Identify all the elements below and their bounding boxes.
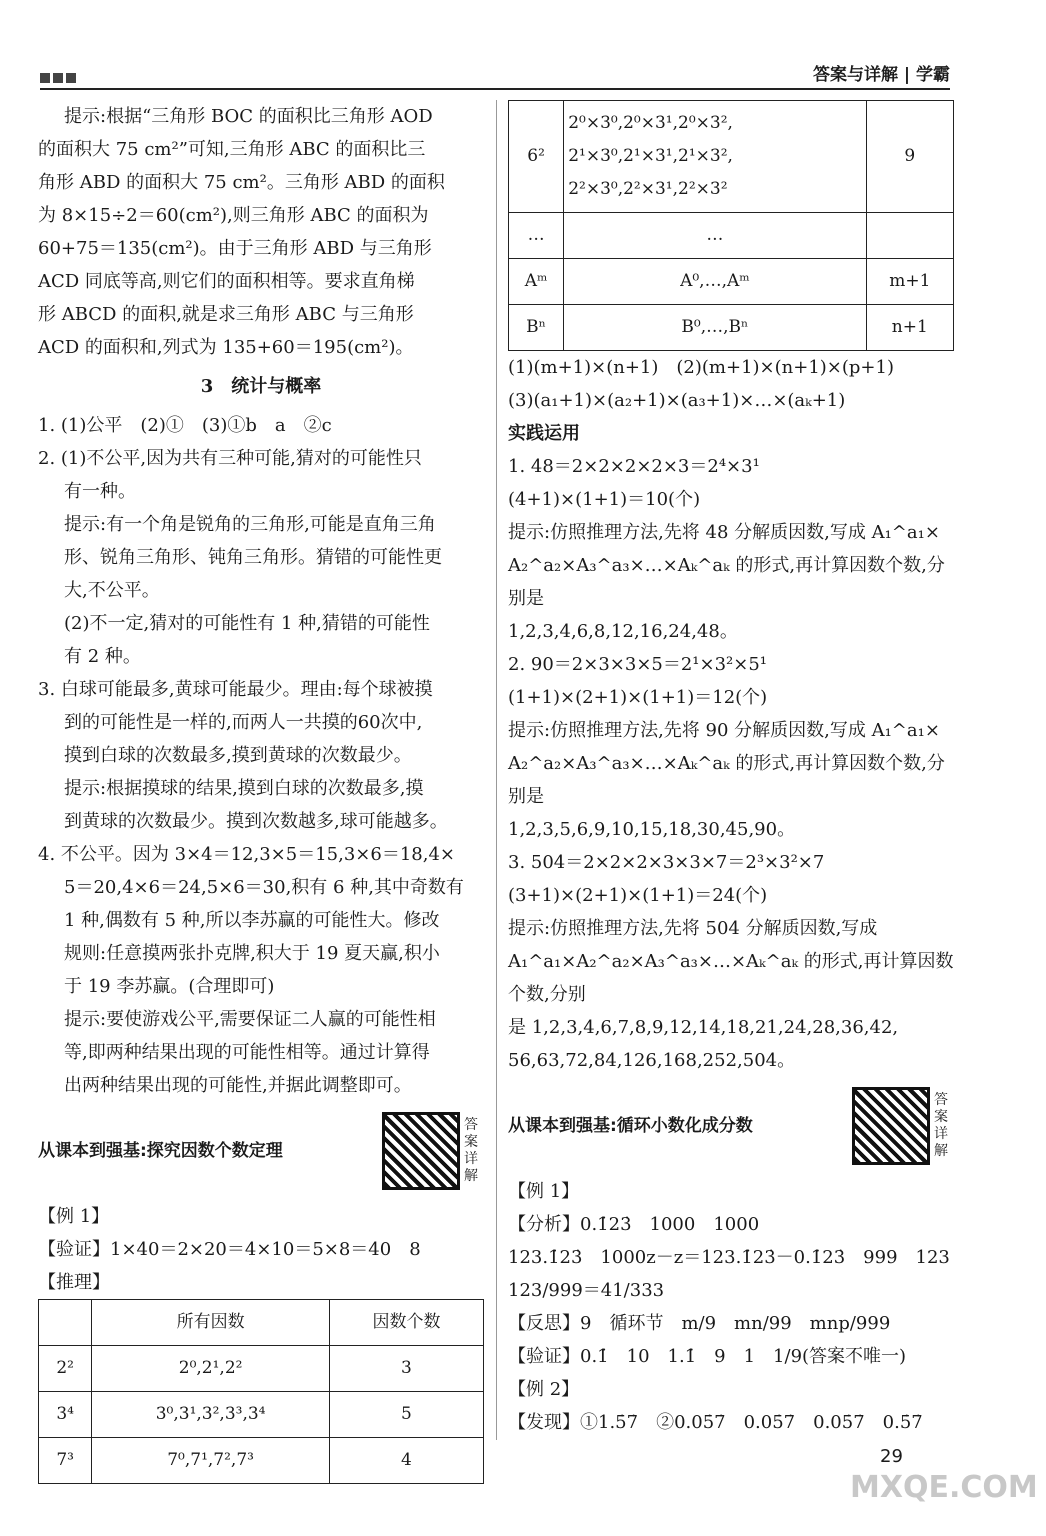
hint-line: 大,不公平。	[64, 580, 160, 601]
section-box-header	[38, 1112, 484, 1190]
hint-line: 1,2,3,4,6,8,12,16,24,48。	[508, 621, 738, 642]
table-row	[509, 305, 954, 351]
right-column	[508, 100, 954, 1439]
qr-code-icon	[382, 1112, 460, 1190]
table-cell: n+1	[866, 305, 953, 351]
table-cell: Bⁿ	[509, 305, 564, 351]
watermark: MXQE.COM	[850, 1470, 1038, 1505]
qr-code-icon	[852, 1087, 930, 1165]
table-cell: 6²	[509, 101, 564, 213]
answer-line: 有一种。	[64, 481, 136, 502]
answer-line: 1. (1)公平 (2)① (3)①b a ②c	[38, 415, 332, 436]
hint-line: 提示:仿照推理方法,先将 504 分解质因数,写成	[508, 918, 878, 939]
fraction-line: 123/999＝41/333	[508, 1280, 665, 1301]
left-column	[38, 100, 484, 1484]
table-cell: 3⁰,3¹,3²,3³,3⁴	[92, 1392, 330, 1438]
box-title: 从课本到强基:循环小数化成分数	[508, 1115, 753, 1136]
table-cell: …	[564, 213, 866, 259]
table-cell: 7⁰,7¹,7²,7³	[92, 1438, 330, 1484]
table-cell: 2⁰×3⁰,2⁰×3¹,2⁰×3², 2¹×3⁰,2¹×3¹,2¹×3², 2²×3⁰,2²×3¹,2²×3²	[564, 101, 866, 213]
answer-line: 规则:任意摸两张扑克牌,积大于 19 夏天赢,积小	[64, 943, 440, 964]
header-title: 答案与详解 | 学霸	[812, 65, 950, 85]
verify-line: 【验证】1×40＝2×20＝4×10＝5×8＝40 8	[38, 1239, 421, 1260]
answer-line: 【反思】9 循环节 m/9 mn/99 mnp/999	[508, 1313, 891, 1334]
table-cell: 4	[329, 1438, 483, 1484]
hint-line: 形、锐角三角形、钝角三角形。猜错的可能性更	[64, 547, 442, 568]
hint-line: 1,2,3,5,6,9,10,15,18,30,45,90。	[508, 819, 796, 840]
answer-line: 【分析】0.1̇23̇ 1000 1000	[508, 1214, 760, 1235]
hint-line: 提示:仿照推理方法,先将 90 分解质因数,写成 A₁^a₁×	[508, 720, 940, 741]
answer-line: (3+1)×(2+1)×(1+1)＝24(个)	[508, 885, 768, 906]
subsection-title: 实践运用	[508, 423, 580, 444]
answer-line: (3)(a₁+1)×(a₂+1)×(a₃+1)×…×(aₖ+1)	[508, 390, 846, 411]
answer-line: 123.1̇23̇ 1000z－z＝123.1̇23̇－0.1̇23̇ 999 123	[508, 1247, 950, 1268]
table-cell: 2⁰,2¹,2²	[92, 1346, 330, 1392]
qr-code[interactable]	[382, 1112, 484, 1190]
hint-line: A₁^a₁×A₂^a₂×A₃^a₃×…×Aₖ^aₖ 的形式,再计算因数个数,分别	[508, 951, 954, 1005]
answer-line: 摸到白球的次数最多,摸到黄球的次数最少。	[64, 745, 412, 766]
table-cell: 3	[329, 1346, 483, 1392]
hint-line: A₂^a₂×A₃^a₃×…×Aₖ^aₖ 的形式,再计算因数个数,分别是	[508, 753, 945, 807]
table-cell: 2²	[39, 1346, 92, 1392]
answer-line: 2. (1)不公平,因为共有三种可能,猜对的可能性只	[38, 448, 422, 469]
table-header-row	[39, 1300, 484, 1346]
answer-line: 1 种,偶数有 5 种,所以李苏赢的可能性大。修改	[64, 910, 440, 931]
factor-table	[38, 1299, 484, 1484]
hint-line: 提示:根据摸球的结果,摸到白球的次数最多,摸	[64, 778, 424, 799]
reason-label: 【推理】	[38, 1272, 110, 1293]
hint-line: 出两种结果出现的可能性,并据此调整即可。	[64, 1075, 412, 1096]
table-row	[509, 101, 954, 213]
section-title: 3 统计与概率	[200, 376, 322, 397]
section-box-header	[508, 1087, 954, 1165]
hint-line: 提示:有一个角是锐角的三角形,可能是直角三角	[64, 514, 436, 535]
answer-line: 1. 48＝2×2×2×2×3＝2⁴×3¹	[508, 456, 760, 477]
answer-line: 4. 不公平。因为 3×4＝12,3×5＝15,3×6＝18,4×	[38, 844, 455, 865]
table-header-cell	[39, 1300, 92, 1346]
table-cell: Aᵐ	[509, 259, 564, 305]
answer-line: 3. 白球可能最多,黄球可能最少。理由:每个球被摸	[38, 679, 433, 700]
hint-line: 角形 ABD 的面积大 75 cm²。三角形 ABD 的面积	[38, 172, 445, 193]
table-cell	[866, 213, 953, 259]
example-label: 【例 1】	[38, 1206, 110, 1227]
table-row	[39, 1438, 484, 1484]
answer-line: 【验证】0.1̇ 10 1.1̇ 9 1 1/9(答案不唯一)	[508, 1346, 907, 1367]
hint-line: 为 8×15÷2＝60(cm²),则三角形 ABC 的面积为	[38, 205, 429, 226]
table-cell: m+1	[866, 259, 953, 305]
answer-line: (2)不一定,猜对的可能性有 1 种,猜错的可能性	[64, 613, 430, 634]
hint-line: ACD 的面积和,列式为 135+60＝195(cm²)。	[38, 337, 414, 358]
qr-label: 答案详解	[464, 1117, 478, 1184]
answer-line: (1+1)×(2+1)×(1+1)＝12(个)	[508, 687, 768, 708]
hint-line: 提示:仿照推理方法,先将 48 分解质因数,写成 A₁^a₁×	[508, 522, 940, 543]
answer-line: (4+1)×(1+1)＝10(个)	[508, 489, 701, 510]
table-cell: 9	[866, 101, 953, 213]
hint-line: A₂^a₂×A₃^a₃×…×Aₖ^aₖ 的形式,再计算因数个数,分别是	[508, 555, 945, 609]
table-row	[509, 213, 954, 259]
hint-line: 56,63,72,84,126,168,252,504。	[508, 1050, 796, 1071]
hint-line: 形 ABCD 的面积,就是求三角形 ABC 与三角形	[38, 304, 414, 325]
table-cell: 5	[329, 1392, 483, 1438]
table-cell: A⁰,…,Aᵐ	[564, 259, 866, 305]
column-divider	[496, 100, 497, 1440]
qr-code[interactable]	[852, 1087, 954, 1165]
table-cell: …	[509, 213, 564, 259]
example-label: 【例 1】	[508, 1181, 580, 1202]
header-decoration	[40, 68, 79, 87]
hint-line: 60+75＝135(cm²)。由于三角形 ABD 与三角形	[38, 238, 432, 259]
table-row	[39, 1346, 484, 1392]
hint-line: 提示:根据“三角形 BOC 的面积比三角形 AOD	[64, 106, 433, 127]
hint-line: 提示:要使游戏公平,需要保证二人赢的可能性相	[64, 1009, 436, 1030]
answer-line: (1)(m+1)×(n+1) (2)(m+1)×(n+1)×(p+1)	[508, 357, 894, 378]
hint-line: 到黄球的次数最少。摸到次数越多,球可能越多。	[64, 811, 448, 832]
factor-table-continued	[508, 100, 954, 351]
answer-line: 到的可能性是一样的,而两人一共摸的60次中,	[64, 712, 423, 733]
answer-line: 3. 504＝2×2×2×3×3×7＝2³×3²×7	[508, 852, 825, 873]
answer-line: 2. 90＝2×3×3×5＝2¹×3²×5¹	[508, 654, 768, 675]
hint-line: ACD 同底等高,则它们的面积相等。要求直角梯	[38, 271, 415, 292]
answer-line: 【发现】①1.5̇7̇ ②0.05̇7̇ 0.05̇7̇ 0.05̇7̇ 0.5̇7̇	[508, 1412, 923, 1433]
table-cell: 7³	[39, 1438, 92, 1484]
header-rule	[40, 88, 950, 90]
table-header-cell: 所有因数	[92, 1300, 330, 1346]
page-number: 29	[880, 1446, 903, 1467]
hint-line: 的面积大 75 cm²”可知,三角形 ABC 的面积比三	[38, 139, 426, 160]
table-cell: B⁰,…,Bⁿ	[564, 305, 866, 351]
table-header-cell: 因数个数	[329, 1300, 483, 1346]
hint-line: 等,即两种结果出现的可能性相等。通过计算得	[64, 1042, 430, 1063]
table-row	[509, 259, 954, 305]
answer-line: 于 19 李苏赢。(合理即可)	[64, 976, 275, 997]
table-cell: 3⁴	[39, 1392, 92, 1438]
box-title: 从课本到强基:探究因数个数定理	[38, 1140, 283, 1161]
answer-line: 5＝20,4×6＝24,5×6＝30,积有 6 种,其中奇数有	[64, 877, 464, 898]
answer-line: 有 2 种。	[64, 646, 141, 667]
example-label: 【例 2】	[508, 1379, 580, 1400]
table-row	[39, 1392, 484, 1438]
qr-label: 答案详解	[934, 1092, 948, 1159]
hint-line: 是 1,2,3,4,6,7,8,9,12,14,18,21,24,28,36,42,	[508, 1017, 899, 1038]
